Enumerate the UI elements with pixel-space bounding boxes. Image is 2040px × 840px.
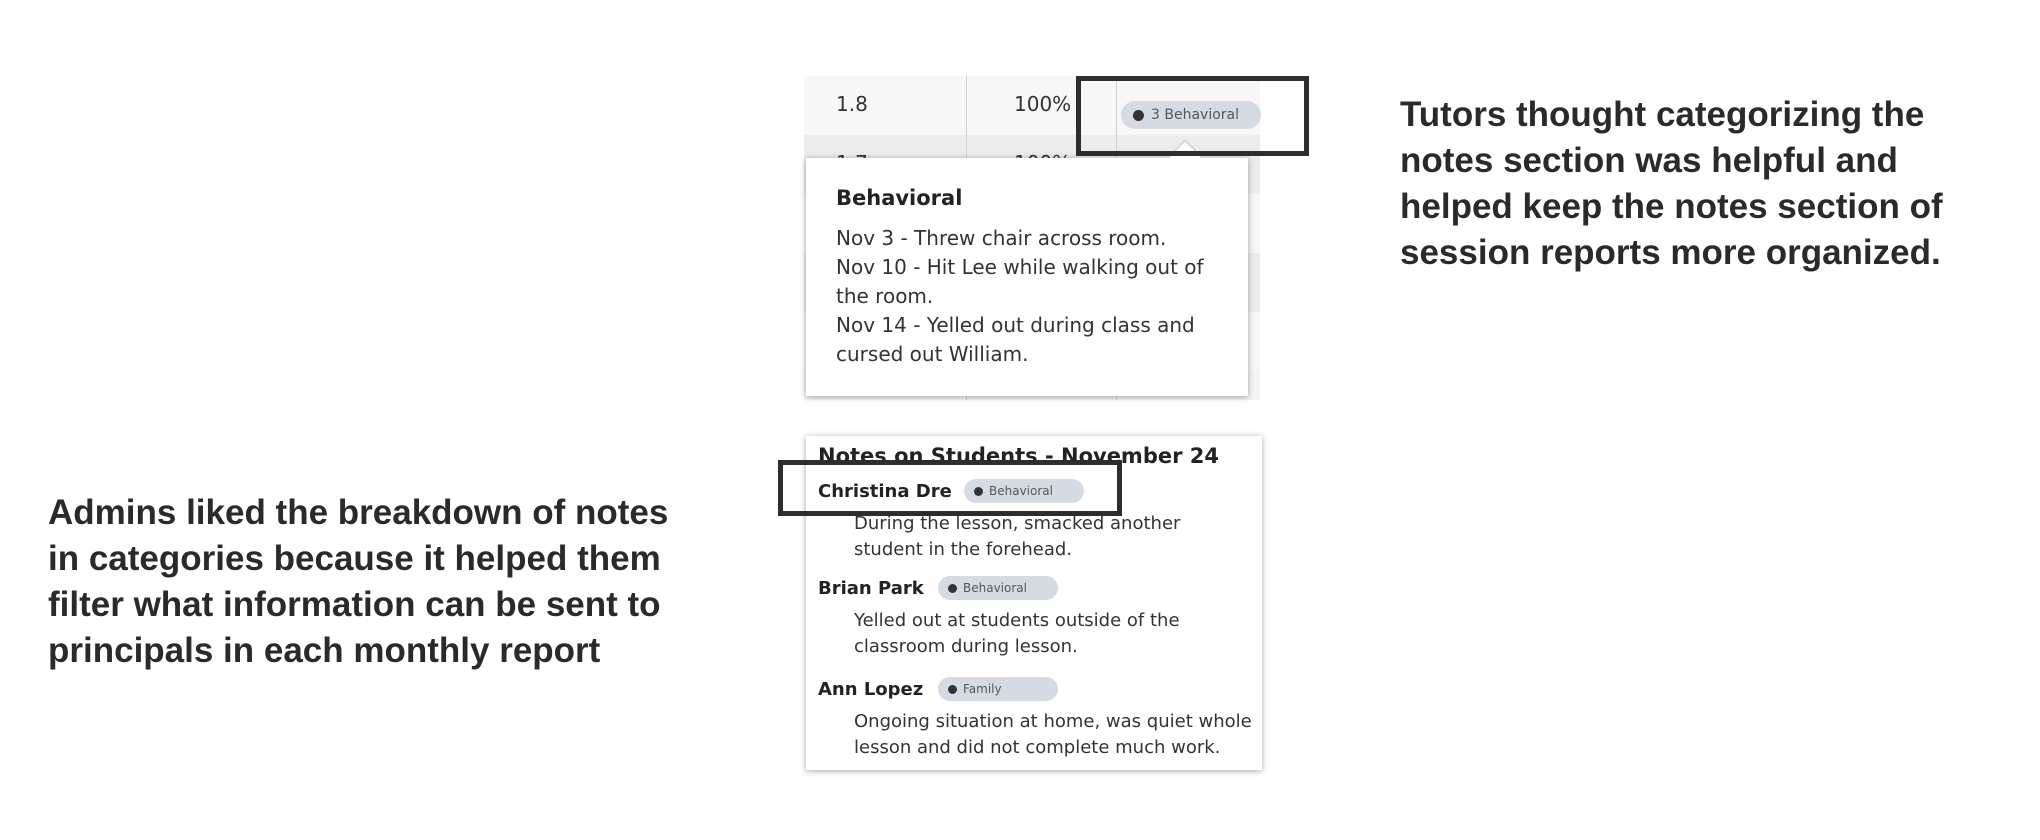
popover-line: Nov 14 - Yelled out during class and cursed out William. bbox=[836, 313, 1195, 366]
dot-icon bbox=[948, 685, 957, 694]
notes-title: Notes on Students - November 24 bbox=[818, 444, 1219, 468]
highlight-box bbox=[778, 460, 1122, 516]
popover-title: Behavioral bbox=[836, 186, 963, 210]
student-name: Christina Dre bbox=[818, 481, 952, 502]
category-tag-label: Family bbox=[963, 682, 1002, 696]
behavioral-popover bbox=[806, 158, 1248, 396]
popover-line: Nov 3 - Threw chair across room. bbox=[836, 226, 1167, 250]
behavioral-badge-label: 3 Behavioral bbox=[1151, 107, 1239, 123]
tutors-callout-text: Tutors thought categorizing the notes section was helpful and helped keep the notes section of session reports more organized. bbox=[1400, 95, 1943, 272]
admins-callout-text: Admins liked the breakdown of notes in categories because it helped them filter what information can be sent to principals in each monthly report bbox=[48, 493, 669, 670]
score-cell: 1.8 bbox=[836, 92, 868, 116]
attendance-cell: 100% bbox=[1014, 92, 1072, 116]
dot-icon bbox=[948, 584, 957, 593]
popover-body bbox=[836, 224, 1236, 369]
student-note-text: Ongoing situation at home, was quiet whole lesson and did not complete much work. bbox=[854, 711, 1252, 758]
student-note-text: During the lesson, smacked another student in the forehead. bbox=[854, 513, 1181, 560]
category-tag[interactable] bbox=[938, 677, 1058, 701]
category-tag-label: Behavioral bbox=[963, 581, 1027, 595]
student-name: Brian Park bbox=[818, 578, 924, 599]
highlight-box bbox=[1076, 76, 1309, 156]
category-tag[interactable] bbox=[938, 576, 1058, 600]
category-tag-label: Behavioral bbox=[989, 484, 1053, 498]
student-note-text: Yelled out at students outside of the classroom during lesson. bbox=[854, 610, 1180, 657]
student-name: Ann Lopez bbox=[818, 679, 924, 700]
popover-line: Nov 10 - Hit Lee while walking out of the room. bbox=[836, 255, 1204, 308]
